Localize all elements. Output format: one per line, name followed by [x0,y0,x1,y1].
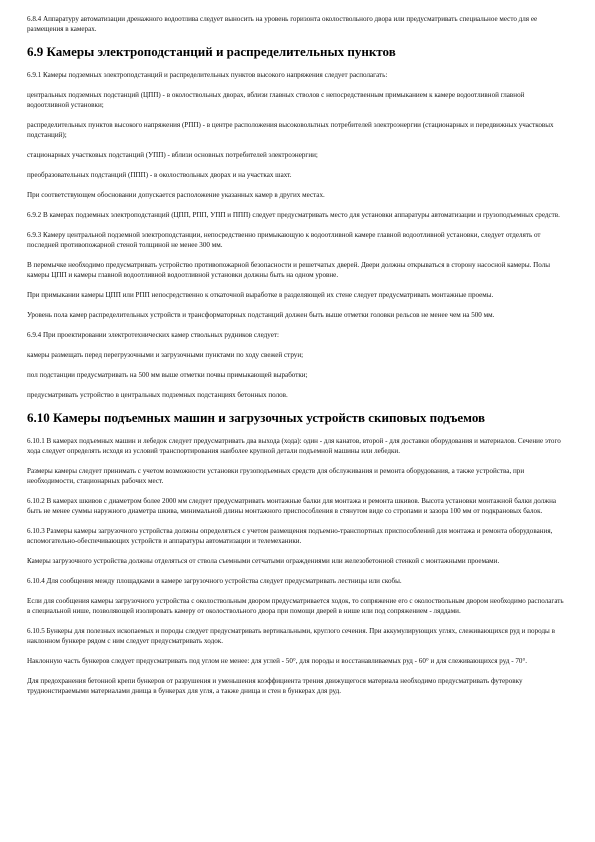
paragraph-6-10-3: 6.10.3 Размеры камеры загрузочного устройства должны определяться с учетом размещения подъемно-транспортных приспособлений для монтажа и ремонта оборудования, вспомогательно-обеспечивающих устройств и аппаратуры автоматизации и телемеханики. [27,527,553,545]
paragraph-rpp: распределительных пунктов высокого напряжения (РПП) - в центре расположения высоковольтных потребителей электроэнергии (стационарных и передвижных участковых подстанций); [27,121,554,139]
paragraph-6-9-3: 6.9.3 Камеру центральной подземной электроподстанции, непосредственно примыкающую к водоотливной камере главной водоотливной установки, следует отделять от последней противопожарной стеной толщиной не менее 300 мм. [27,231,541,249]
paragraph-6-8-4: 6.8.4 Аппаратуру автоматизации дренажного водоотлива следует выносить на уровень горизонта околоствольного двора или предусматривать специальное место для ее размещения в камерах. [27,15,538,33]
paragraph-loading-device-fence: Камеры загрузочного устройства должны отделяться от ствола съемными сетчатыми ограждениями или железобетонной стенкой с монтажными проемами. [27,557,500,565]
paragraph-6-9-1: 6.9.1 Камеры подземных электроподстанций и распределительных пунктов высокого напряжения следует располагать: [27,71,388,79]
section-heading-6-10: 6.10 Камеры подъемных машин и загрузочных устройств скиповых подъемов [27,410,486,425]
paragraph-justification: При соответствующем обосновании допускается расположение указанных камер в других местах. [27,191,325,199]
paragraph-chamber-size: Размеры камеры следует принимать с учетом возможности установки грузоподъемных средств для обслуживания и ремонта оборудования, а также устройства, при необходимости, стационарных рабочих мест. [27,467,525,485]
paragraph-passage-niche: Если для сообщения камеры загрузочного устройства с околоствольным двором предусматривается ходок, то сопряжение его с околоствольным двором необходимо располагать в специальной нише, позволяющей изолировать камеру от околоствольного двора при помощи дверей в нише или под сопряжением - ляддами. [27,597,564,615]
document-page [27,14,567,706]
paragraph-ppp: преобразовательных подстанций (ППП) - в околоствольных дворах и на участках шахт. [27,171,292,179]
paragraph-6-10-1: 6.10.1 В камерах подъемных машин и лебедок следует предусматривать два выхода (хода): один - для канатов, второй - для доставки оборудования и материалов. Сечение этого хода следует определять исходя из условий транспортирования наиболее крупной детали подъемной машины или лебедки. [27,437,561,455]
paragraph-chambers-placement: камеры размещать перед перегрузочными и загрузочными пунктами по ходу свежей струи; [27,351,304,359]
paragraph-6-9-4: 6.9.4 При проектировании электротехнических камер ствольных рудников следует: [27,331,279,339]
paragraph-upp: стационарных участковых подстанций (УПП) - вблизи основных потребителей электроэнергии; [27,151,318,159]
paragraph-bunker-lining: Для предохранения бетонной крепи бункеров от разрушения и уменьшения коэффициента трения движущегося материала необходимо предусматривать футеровку труднонстираемыми материалами днища в бункерах для угля, а также днища и стен в бункерах для руд. [27,677,523,695]
paragraph-partition: В перемычке необходимо предусматривать устройство противопожарной безопасности и решетчатых дверей. Двери должны открываться в сторону насосной камеры. Полы камеры ЦПП и камеры главной водоотливной водоотливной установки должны быть на одном уровне. [27,261,551,279]
paragraph-substation-floor: пол подстанции предусматривать на 500 мм выше отметки почвы примыкающей выработки; [27,371,308,379]
paragraph-cpp: центральных подземных подстанций (ЦПП) - в околоствольных дворах, вблизи главных стволов с непосредственным примыканием к камере водоотливной главной водоотливной установки; [27,91,525,109]
paragraph-bunker-angle: Наклонную часть бункеров следует предусматривать под углом не менее: для углей - 50°, для породы и восстанавливаемых руд - 60° и для слеживающихся руд - 70°. [27,657,528,665]
paragraph-concrete-floors: предусматривать устройство в центральных подземных подстанциях бетонных полов. [27,391,288,399]
paragraph-6-10-2: 6.10.2 В камерах шкивов с диаметром более 2000 мм следует предусматривать монтажные балки для монтажа и ремонта шкивов. Высота установки монтажной балки должна быть не менее суммы наружного диаметра шкива, минимальной длины монтажного приспособления в стянутом виде со стропами и зазора 100 мм от подкрановых балок. [27,497,557,515]
paragraph-6-10-4: 6.10.4 Для сообщения между площадками в камере загрузочного устройства следует предусматривать лестницы или скобы. [27,577,402,585]
paragraph-mounting-openings: При примыкании камеры ЦПП или РПП непосредственно к откаточной выработке в разделяющей их стене следует предусматривать монтажные проемы. [27,291,494,299]
paragraph-6-10-5: 6.10.5 Бункеры для полезных ископаемых и породы следует предусматривать вертикальными, круглого сечения. При аккумулирующих углях, слеживающихся руд и породы в наклонном бункере рядом с ним следует предусматривать ходок. [27,627,555,645]
paragraph-6-9-2: 6.9.2 В камерах подземных электроподстанций (ЦПП, РПП, УПП и ППП) следует предусматривать место для установки аппаратуры автоматизации и грузоподъемных средств. [27,211,560,219]
paragraph-floor-level: Уровень пола камер распределительных устройств и трансформаторных подстанций должен быть выше отметки головки рельсов не менее чем на 500 мм. [27,311,495,319]
section-heading-6-9: 6.9 Камеры электроподстанций и распределительных пунктов [27,44,396,59]
